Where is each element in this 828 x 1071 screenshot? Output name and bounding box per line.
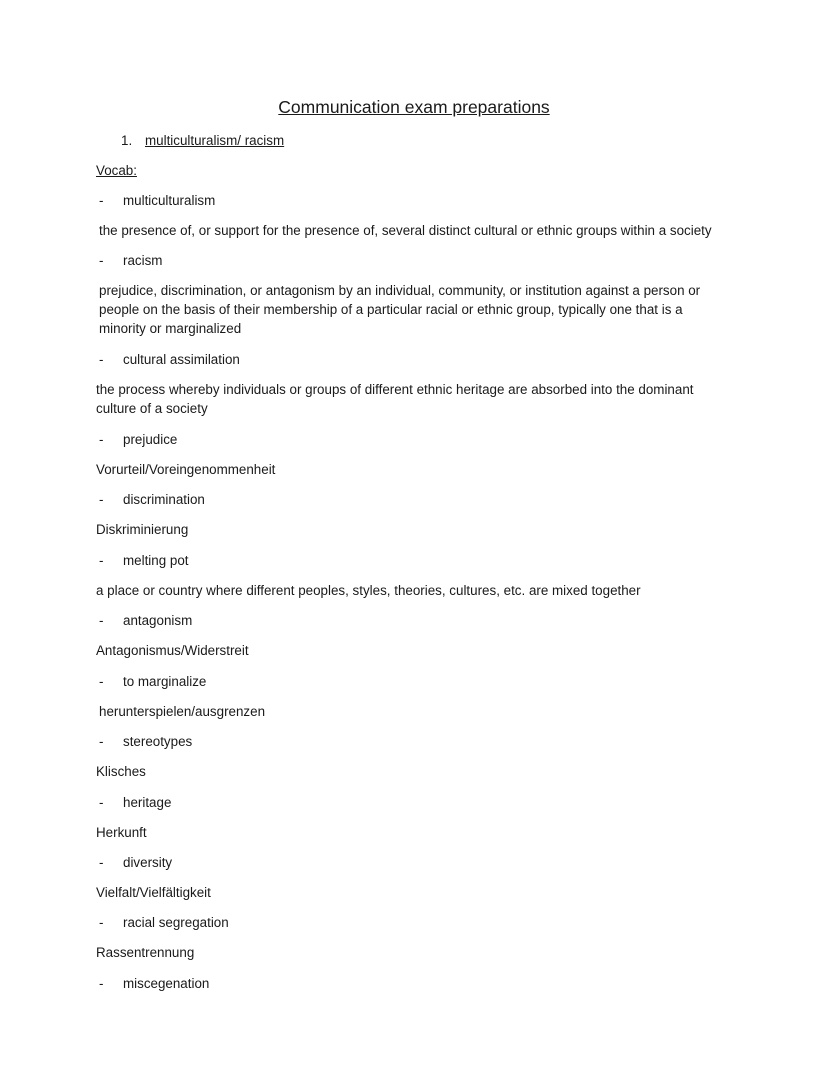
bullet-dash: - bbox=[99, 492, 104, 507]
vocab-definition: Vielfalt/Vielfältigkeit bbox=[96, 885, 211, 900]
vocab-term: melting pot bbox=[123, 553, 189, 568]
vocab-term: prejudice bbox=[123, 432, 178, 447]
vocab-definition: prejudice, discrimination, or antagonism by an individual, community, or institution against a person or bbox=[99, 283, 701, 298]
vocab-definition: Rassentrennung bbox=[96, 945, 195, 960]
section-heading: multiculturalism/ racism bbox=[145, 133, 285, 148]
vocab-definition: Vorurteil/Voreingenommenheit bbox=[96, 462, 276, 477]
section-number: 1. bbox=[121, 133, 133, 148]
vocab-term: antagonism bbox=[123, 613, 193, 628]
vocab-term: to marginalize bbox=[123, 674, 207, 689]
vocab-definition: Herkunft bbox=[96, 825, 147, 840]
bullet-dash: - bbox=[99, 432, 104, 447]
vocab-term: racism bbox=[123, 253, 163, 268]
vocab-term: discrimination bbox=[123, 492, 205, 507]
vocab-definition: Antagonismus/Widerstreit bbox=[96, 643, 249, 658]
bullet-dash: - bbox=[99, 915, 104, 930]
bullet-dash: - bbox=[99, 553, 104, 568]
bullet-dash: - bbox=[99, 855, 104, 870]
vocab-label: Vocab: bbox=[96, 163, 137, 178]
vocab-definition: the process whereby individuals or groups of different ethnic heritage are absorbed into the dominant bbox=[96, 382, 694, 397]
vocab-definition: people on the basis of their membership of a particular racial or ethnic group, typically one that is a bbox=[99, 302, 683, 317]
bullet-dash: - bbox=[99, 352, 104, 367]
vocab-term: heritage bbox=[123, 795, 172, 810]
vocab-definition: Klisches bbox=[96, 764, 146, 779]
bullet-dash: - bbox=[99, 734, 104, 749]
vocab-definition: culture of a society bbox=[96, 401, 208, 416]
vocab-term: racial segregation bbox=[123, 915, 229, 930]
vocab-definition: minority or marginalized bbox=[99, 321, 242, 336]
vocab-term: multiculturalism bbox=[123, 193, 216, 208]
bullet-dash: - bbox=[99, 253, 104, 268]
vocab-definition: Diskriminierung bbox=[96, 522, 189, 537]
vocab-term: stereotypes bbox=[123, 734, 193, 749]
vocab-term: miscegenation bbox=[123, 976, 210, 991]
vocab-definition: herunterspielen/ausgrenzen bbox=[99, 704, 266, 719]
bullet-dash: - bbox=[99, 193, 104, 208]
bullet-dash: - bbox=[99, 795, 104, 810]
bullet-dash: - bbox=[99, 976, 104, 991]
bullet-dash: - bbox=[99, 674, 104, 689]
vocab-definition: the presence of, or support for the presence of, several distinct cultural or ethnic groups within a society bbox=[99, 223, 712, 238]
document-title: Communication exam preparations bbox=[278, 97, 550, 117]
vocab-term: diversity bbox=[123, 855, 173, 870]
vocab-definition: a place or country where different peoples, styles, theories, cultures, etc. are mixed together bbox=[96, 583, 641, 598]
bullet-dash: - bbox=[99, 613, 104, 628]
vocab-term: cultural assimilation bbox=[123, 352, 240, 367]
